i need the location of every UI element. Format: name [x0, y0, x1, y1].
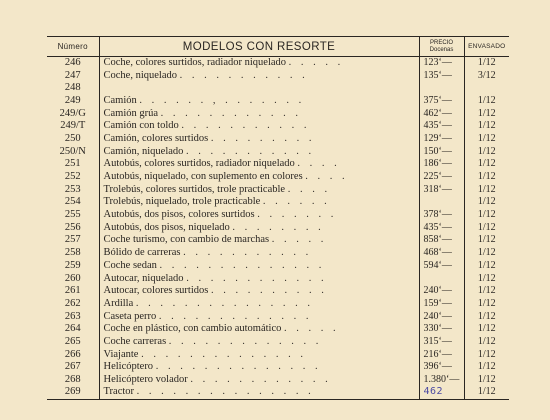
model-description [99, 374, 419, 387]
price-per-dozen [419, 386, 464, 399]
model-description [99, 209, 419, 222]
leader-dots: . . . . . . . . . . . [181, 120, 310, 132]
price-table [47, 36, 509, 400]
price-per-dozen: 135‘— [419, 69, 464, 82]
leader-dots: . . . . . [271, 234, 327, 246]
item-number: 268 [47, 374, 99, 387]
price-per-dozen: 318‘— [419, 183, 464, 196]
price-per-dozen: 225‘— [419, 171, 464, 184]
model-description [99, 247, 419, 260]
model-description [99, 196, 419, 209]
packing-quantity: 1/12 [477, 323, 496, 335]
model-description [99, 336, 419, 349]
packing-quantity: 1/12 [477, 285, 496, 297]
leader-dots: . . . . . . . . . . . . [190, 374, 332, 386]
packing-quantity: 1/12 [477, 209, 496, 221]
model-name: Coche, niquelado [103, 69, 177, 81]
table-row [47, 120, 509, 133]
packing-quantity: 1/12 [477, 183, 496, 195]
item-number: 252 [47, 171, 99, 184]
price-per-dozen: 396‘— [419, 361, 464, 374]
model-description [99, 310, 419, 323]
model-description [99, 133, 419, 146]
model-name: Camión con toldo [103, 120, 179, 132]
leader-dots: . . . . . . . . . . . [183, 247, 312, 259]
model-description [99, 158, 419, 171]
table-header-row [47, 37, 509, 57]
leader-dots: . . . . [297, 158, 341, 170]
item-number: 247 [47, 69, 99, 82]
leader-dots: . . . . . . . . . . [210, 285, 328, 297]
item-number: 269 [47, 386, 99, 399]
model-name: Ardilla [103, 297, 134, 309]
model-description [99, 386, 419, 399]
item-number: 256 [47, 221, 99, 234]
model-name: Camión, colores surtidos [103, 132, 209, 144]
leader-dots: . . . . . . . . . . . . . . . [135, 297, 314, 309]
model-description [99, 260, 419, 273]
leader-dots: . . . . . . . . . . . [179, 69, 309, 81]
price-per-dozen: 159‘— [419, 298, 464, 311]
item-number: 265 [47, 336, 99, 349]
table-row [47, 183, 509, 196]
model-description [99, 323, 419, 336]
model-name: Coche en plástico, con cambio automático [103, 323, 282, 335]
packing-quantity: 1/12 [477, 297, 496, 309]
leader-dots: . . . . . . . . . . . . . . [159, 259, 325, 271]
model-description [99, 272, 419, 285]
leader-dots: . . . . . [288, 57, 344, 69]
item-number: 266 [47, 348, 99, 361]
table-row [47, 285, 509, 298]
table-row [47, 57, 509, 70]
table-row [47, 348, 509, 361]
item-number: 254 [47, 196, 99, 209]
packing-quantity: 1/12 [477, 57, 496, 69]
price-per-dozen: 375‘— [419, 95, 464, 108]
item-number: 255 [47, 209, 99, 222]
header-price-line2: Docenas [429, 46, 454, 53]
price-per-dozen: 150‘— [419, 145, 464, 158]
model-name: Autocar, niquelado [103, 272, 184, 284]
header-packing: ENVASADO [464, 37, 509, 57]
packing-quantity: 1/12 [477, 221, 496, 233]
price-per-dozen: 435‘— [419, 221, 464, 234]
model-name: Autobús, niquelado, con suplemento en colores [103, 171, 303, 183]
packing-quantity: 1/12 [477, 158, 496, 170]
packing-quantity: 3/12 [477, 69, 496, 81]
packing-quantity: 1/12 [477, 310, 496, 322]
model-name: Camión, niquelado [103, 145, 184, 157]
table-row [47, 386, 509, 399]
table-row [47, 133, 509, 146]
leader-dots: . . . . . . . . . [210, 132, 315, 144]
model-name: Bólido de carreras [103, 247, 181, 259]
model-name: Autobús, colores surtidos, radiador niquelado [103, 158, 295, 170]
price-per-dozen: 240‘— [419, 285, 464, 298]
model-name: Coche, colores surtidos, radiador niquelado [103, 57, 287, 69]
item-number: 264 [47, 323, 99, 336]
packing-quantity: 1/12 [477, 196, 496, 208]
model-description [99, 120, 419, 133]
model-name: Viajante [103, 348, 139, 360]
packing-quantity: 1/12 [477, 374, 496, 386]
price-per-dozen: 435‘— [419, 120, 464, 133]
table-row [47, 310, 509, 323]
packing-quantity [464, 82, 509, 95]
table-body [47, 57, 509, 400]
packing-quantity: 1/12 [477, 120, 496, 132]
item-number: 249/G [47, 107, 99, 120]
table-row [47, 336, 509, 349]
handwritten-price-stamp: 462 [423, 386, 444, 398]
price-per-dozen [419, 82, 464, 95]
packing-quantity: 1/12 [477, 107, 496, 119]
price-per-dozen: 378‘— [419, 209, 464, 222]
leader-dots: . . . . . . . . . . . . . . . [136, 386, 315, 398]
table-row [47, 221, 509, 234]
model-description [99, 107, 419, 120]
price-per-dozen: 216‘— [419, 348, 464, 361]
model-name: Tractor [103, 386, 135, 398]
table-row [47, 196, 509, 209]
table-row [47, 323, 509, 336]
item-number: 261 [47, 285, 99, 298]
model-description [99, 95, 419, 108]
leader-dots: . . . . . . , . . . . . . . [139, 94, 305, 106]
item-number: 251 [47, 158, 99, 171]
price-per-dozen: 330‘— [419, 323, 464, 336]
header-price [419, 37, 464, 57]
table-row [47, 171, 509, 184]
table-row [47, 260, 509, 273]
price-per-dozen: 462‘— [419, 107, 464, 120]
model-description [99, 82, 419, 95]
leader-dots: . . . . . . [262, 196, 331, 208]
leader-dots: . . . . . . . . . . . [186, 145, 315, 157]
table-row [47, 247, 509, 260]
model-name: Helicóptero volador [103, 374, 188, 386]
leader-dots: . . . . . . . . . . . . . [158, 310, 313, 322]
price-per-dozen: 858‘— [419, 234, 464, 247]
leader-dots: . . . . [287, 183, 331, 195]
leader-dots: . . . . . . . . . . . . . . [141, 348, 307, 360]
item-number: 250 [47, 133, 99, 146]
price-per-dozen: 594‘— [419, 260, 464, 273]
price-per-dozen: 468‘— [419, 247, 464, 260]
model-name: Helicóptero [103, 361, 154, 373]
item-number: 250/N [47, 145, 99, 158]
model-name: Trolebús, niquelado, trole practicable [103, 196, 261, 208]
packing-quantity: 1/12 [477, 132, 496, 144]
price-per-dozen [419, 272, 464, 285]
table-row [47, 69, 509, 82]
model-name: Caseta perro [103, 310, 157, 322]
leader-dots: . . . . [305, 171, 349, 183]
model-description [99, 57, 419, 70]
table-row [47, 95, 509, 108]
table-row [47, 361, 509, 374]
price-per-dozen: 123‘— [419, 57, 464, 70]
leader-dots: . . . . . . . . . . . . [186, 272, 328, 284]
model-name: Autobús, dos pisos, colores surtidos [103, 209, 255, 221]
leader-dots: . . . . . [283, 323, 340, 335]
item-number: 249/T [47, 120, 99, 133]
price-per-dozen [419, 196, 464, 209]
header-price-line1: PRECIO [429, 39, 453, 46]
item-number: 259 [47, 260, 99, 273]
table-row [47, 107, 509, 120]
item-number: 267 [47, 361, 99, 374]
item-number: 249 [47, 95, 99, 108]
model-description [99, 234, 419, 247]
packing-quantity: 1/12 [477, 335, 496, 347]
leader-dots: . . . . . . . . . . . . . . [155, 361, 322, 373]
price-per-dozen: 315‘— [419, 336, 464, 349]
packing-quantity: 1/12 [477, 259, 496, 271]
model-description [99, 183, 419, 196]
model-description [99, 145, 419, 158]
item-number: 253 [47, 183, 99, 196]
price-per-dozen: 240‘— [419, 310, 464, 323]
table-row [47, 82, 509, 95]
item-number: 258 [47, 247, 99, 260]
model-description [99, 221, 419, 234]
packing-quantity: 1/12 [477, 145, 496, 157]
leader-dots: . . . . . . . . . . . . . [168, 335, 322, 347]
item-number: 260 [47, 272, 99, 285]
model-description [99, 171, 419, 184]
packing-quantity: 1/12 [477, 272, 496, 284]
table-row [47, 209, 509, 222]
table-row [47, 272, 509, 285]
item-number: 262 [47, 298, 99, 311]
model-name: Camión [103, 94, 137, 106]
model-name: Coche sedan [103, 259, 157, 271]
leader-dots: . . . . . . . . [232, 221, 325, 233]
packing-quantity: 1/12 [477, 247, 496, 259]
model-name: Coche turismo, con cambio de marchas [103, 234, 270, 246]
model-name: Camión grúa [103, 107, 159, 119]
packing-quantity: 1/12 [477, 94, 496, 106]
model-name: Autobús, dos pisos, niquelado [103, 221, 230, 233]
leader-dots: . . . . . . . [257, 209, 337, 221]
model-description [99, 69, 419, 82]
packing-quantity: 1/12 [477, 361, 496, 373]
price-per-dozen: 186‘— [419, 158, 464, 171]
packing-quantity: 1/12 [464, 386, 509, 399]
table-row [47, 234, 509, 247]
model-description [99, 348, 419, 361]
price-per-dozen: 129‘— [419, 133, 464, 146]
table-row [47, 374, 509, 387]
table-row [47, 298, 509, 311]
model-name: Trolebús, colores surtidos, trole practicable [103, 183, 286, 195]
table-row [47, 158, 509, 171]
item-number: 246 [47, 57, 99, 70]
item-number: 263 [47, 310, 99, 323]
leader-dots: . . . . . . . . . . . . [160, 107, 302, 119]
packing-quantity: 1/12 [477, 234, 496, 246]
price-per-dozen: 1.380‘— [419, 374, 464, 387]
model-description [99, 298, 419, 311]
packing-quantity: 1/12 [477, 171, 496, 183]
header-number: Número [47, 37, 99, 57]
model-name: Coche carreras [103, 335, 167, 347]
table-row [47, 145, 509, 158]
header-models: MODELOS CON RESORTE [99, 37, 419, 57]
model-name: Autocar, colores surtidos [103, 285, 209, 297]
model-description [99, 285, 419, 298]
item-number: 248 [47, 82, 99, 95]
packing-quantity: 1/12 [477, 348, 496, 360]
model-description [99, 361, 419, 374]
item-number: 257 [47, 234, 99, 247]
